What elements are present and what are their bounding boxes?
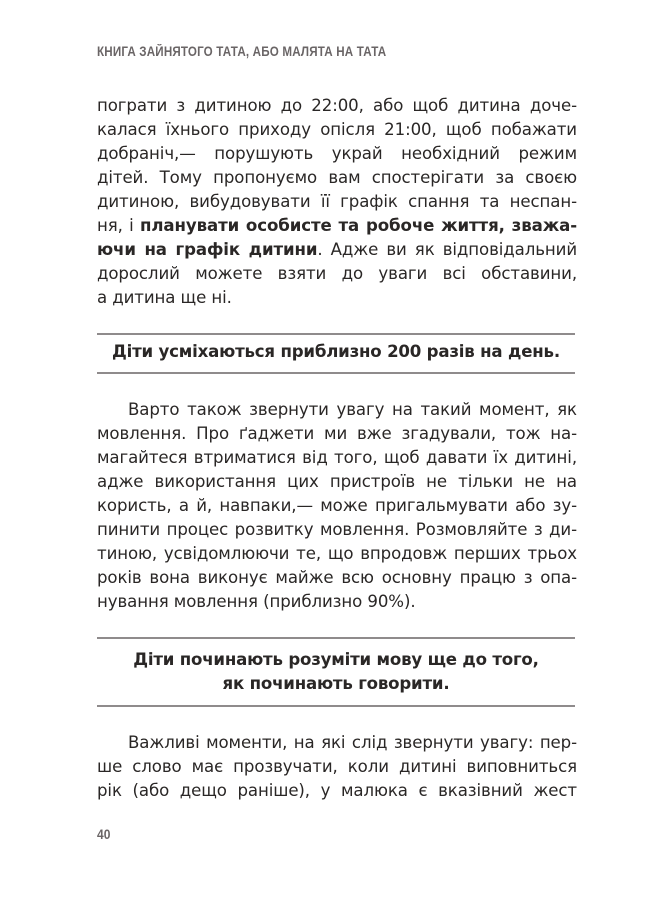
text-line bbox=[97, 240, 577, 260]
text-line: пограти з дитиною до 22:00, або щоб дитина доче- bbox=[97, 96, 577, 115]
running-head: КНИГА ЗАЙНЯТОГО ТАТА, АБО МАЛЯТА НА ТАТА bbox=[97, 44, 387, 59]
callout-fact: Діти усміхаються приблизно 200 разів на день. bbox=[112, 342, 560, 361]
text-line: дорослий можете взяти до уваги всі обставини, bbox=[97, 264, 577, 283]
text-line: магайтеся втриматися від того, щоб давати їх дитині, bbox=[97, 448, 577, 467]
divider-rule bbox=[97, 372, 575, 374]
callout-fact-line-2: як починають говорити. bbox=[222, 674, 450, 693]
divider-rule bbox=[97, 333, 575, 335]
text-line: користь, а й, навпаки,— може пригальмувати або зу- bbox=[97, 496, 577, 515]
divider-rule bbox=[97, 705, 575, 707]
text-line bbox=[97, 216, 577, 236]
text-line: тиною, усвідомлюючи те, що впродовж перших трьох bbox=[97, 544, 577, 563]
bold-emphasis: планувати особисте та робоче життя, зважа- bbox=[139, 216, 577, 235]
text-line: дітей. Тому пропонуємо вам спостерігати за своєю bbox=[97, 168, 577, 187]
text-line: Варто також звернути увагу на такий момент, як bbox=[128, 400, 577, 419]
text-line: добраніч,— порушують украй необхідний режим bbox=[97, 144, 577, 163]
divider-rule bbox=[97, 637, 575, 639]
text-line: адже використання цих пристроїв не тільки не на bbox=[97, 472, 577, 491]
text-line: рік (або дещо раніше), у малюка є вказівний жест bbox=[97, 781, 577, 800]
text-span: ня, і bbox=[97, 216, 140, 235]
text-line: дитиною, вибудовувати її графік спання та неспан- bbox=[97, 192, 577, 211]
text-line: нування мовлення (приблизно 90%). bbox=[97, 592, 416, 611]
text-line: років вона виконує майже всю основну працю з опа- bbox=[97, 568, 577, 587]
text-line: мовлення. Про ґаджети ми вже згадували, тож на- bbox=[97, 424, 577, 443]
page-number: 40 bbox=[97, 826, 111, 842]
text-line: Важливі моменти, на які слід звернути увагу: пер- bbox=[128, 733, 577, 752]
text-span: . Адже ви як відповідальний bbox=[317, 240, 577, 259]
text-line: калася їхнього приходу опісля 21:00, щоб побажати bbox=[97, 120, 577, 139]
text-line: а дитина ще ні. bbox=[97, 288, 232, 307]
text-line: пинити процес розвитку мовлення. Розмовляйте з ди- bbox=[97, 520, 577, 539]
callout-fact-line-1: Діти починають розуміти мову ще до того, bbox=[133, 650, 539, 669]
text-line: ше слово має прозвучати, коли дитині виповниться bbox=[97, 757, 577, 776]
bold-emphasis: ючи на графік дитини bbox=[97, 240, 318, 259]
